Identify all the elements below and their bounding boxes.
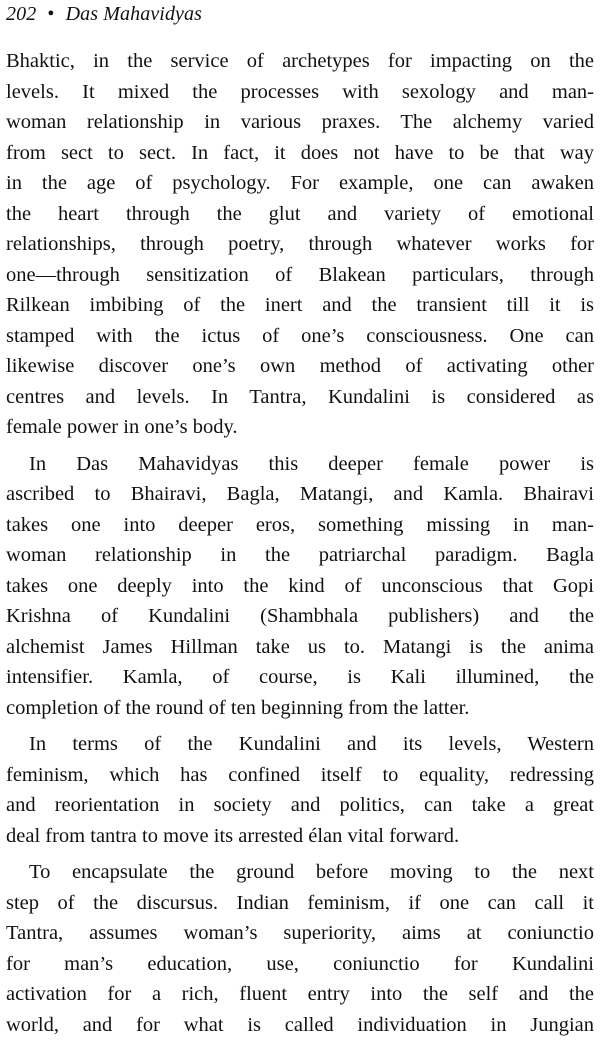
text-line: To encapsulate the ground before moving to the next xyxy=(6,857,594,888)
page-number: 202 xyxy=(6,3,36,25)
text-line: in the age of psychology. For example, one can awaken xyxy=(6,168,594,199)
text-line: Rilkean imbibing of the inert and the transient till it is xyxy=(6,290,594,321)
text-line: one—through sensitization of Blakean particulars, through xyxy=(6,260,594,291)
text-line: ascribed to Bhairavi, Bagla, Matangi, and Kamla. Bhairavi xyxy=(6,479,594,510)
text-line: feminism, which has confined itself to equality, redressing xyxy=(6,760,594,791)
text-line: female power in one’s body. xyxy=(6,412,594,443)
paragraph-3 xyxy=(6,729,594,851)
text-line: the heart through the glut and variety of emotional xyxy=(6,199,594,230)
running-head xyxy=(6,0,594,46)
text-line: levels. It mixed the processes with sexology and man- xyxy=(6,77,594,108)
paragraph-1 xyxy=(6,46,594,443)
text-line: woman relationship in the patriarchal paradigm. Bagla xyxy=(6,540,594,571)
book-page xyxy=(6,0,594,1040)
text-line: and reorientation in society and politics, can take a great xyxy=(6,790,594,821)
text-line: centres and levels. In Tantra, Kundalini is considered as xyxy=(6,382,594,413)
text-line: intensifier. Kamla, of course, is Kali illumined, the xyxy=(6,662,594,693)
text-line: Bhaktic, in the service of archetypes for impacting on the xyxy=(6,46,594,77)
text-line: woman relationship in various praxes. The alchemy varied xyxy=(6,107,594,138)
text-line: Krishna of Kundalini (Shambhala publishers) and the xyxy=(6,601,594,632)
text-line: In Das Mahavidyas this deeper female power is xyxy=(6,449,594,480)
text-line: stamped with the ictus of one’s consciousness. One can xyxy=(6,321,594,352)
text-line: from sect to sect. In fact, it does not have to be that way xyxy=(6,138,594,169)
text-line: Tantra, assumes woman’s superiority, aims at coniunctio xyxy=(6,918,594,949)
text-line: activation for a rich, fluent entry into the self and the xyxy=(6,979,594,1010)
text-line: step of the discursus. Indian feminism, if one can call it xyxy=(6,888,594,919)
book-title: Das Mahavidyas xyxy=(66,3,202,25)
text-line: takes one deeply into the kind of unconscious that Gopi xyxy=(6,571,594,602)
text-line: for man’s education, use, coniunctio for Kundalini xyxy=(6,949,594,980)
paragraph-2 xyxy=(6,449,594,724)
text-line: takes one into deeper eros, something missing in man- xyxy=(6,510,594,541)
text-line: In terms of the Kundalini and its levels, Western xyxy=(6,729,594,760)
separator-bullet: • xyxy=(47,1,54,27)
text-line: alchemist James Hillman take us to. Matangi is the anima xyxy=(6,632,594,663)
text-line: world, and for what is called individuation in Jungian xyxy=(6,1010,594,1040)
paragraph-4 xyxy=(6,857,594,1040)
text-line: completion of the round of ten beginning from the latter. xyxy=(6,693,594,724)
text-line: deal from tantra to move its arrested élan vital forward. xyxy=(6,821,594,852)
text-line: likewise discover one’s own method of activating other xyxy=(6,351,594,382)
text-line: relationships, through poetry, through whatever works for xyxy=(6,229,594,260)
